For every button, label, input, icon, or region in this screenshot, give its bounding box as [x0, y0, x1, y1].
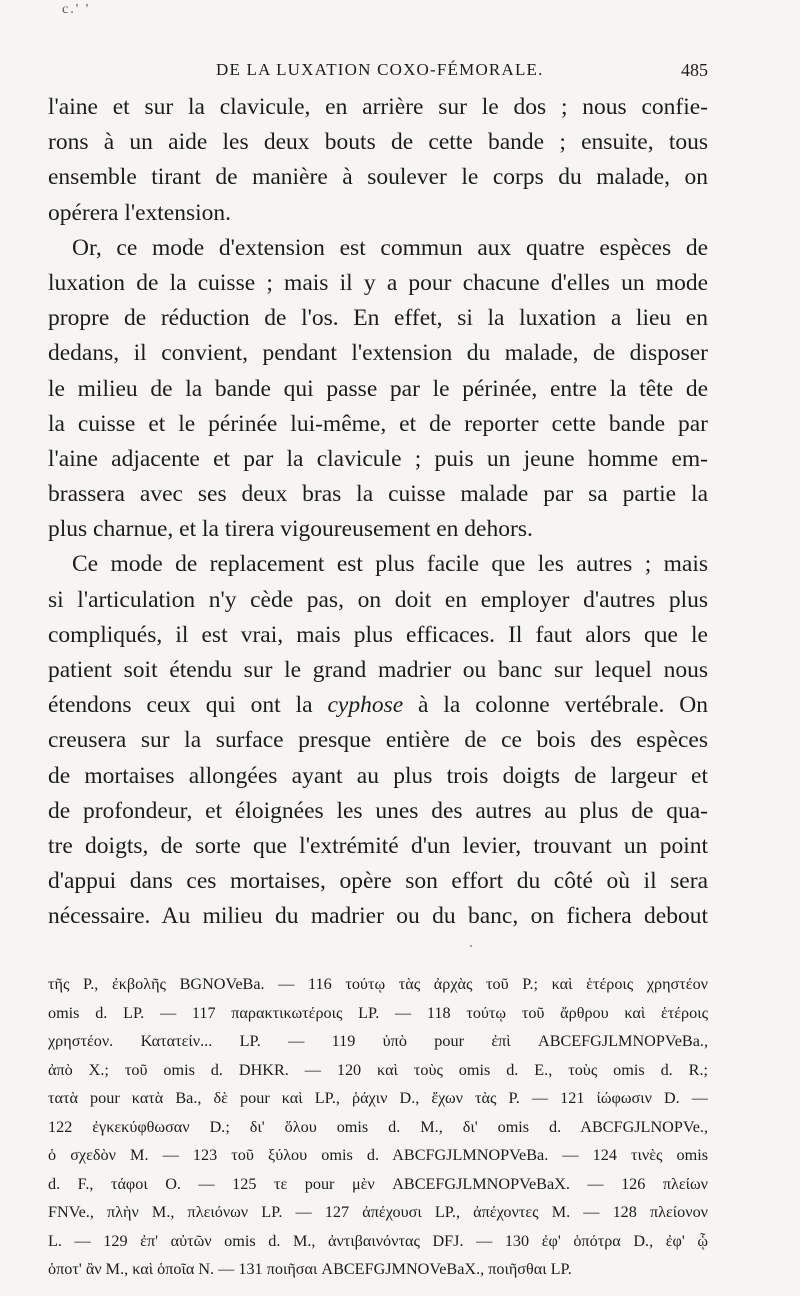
text-line: ensemble tirant de manière à soulever le corps du malade, on — [48, 164, 708, 191]
footnote-line: ὁ σχεδὸν M. — 123 τοῦ ξύλου omis d. ABCFGJLMNOPVeBa. — 124 τινὲς omis — [48, 1146, 708, 1164]
running-header — [48, 60, 708, 84]
footnote-line: τατὰ pour κατὰ Ba., δὲ pour καὶ LP., ῥάχιν D., ἔχων τὰς P. — 121 ἰώφωσιν D. — — [48, 1089, 708, 1107]
italic-term: cyphose — [327, 692, 404, 719]
corner-mark: c.' ' — [62, 2, 91, 17]
text-line: brassera avec ses deux bras la cuisse malade par sa partie la — [48, 481, 708, 508]
text-line: le milieu de la bande qui passe par le périnée, entre la tête de — [48, 375, 708, 402]
text-line: de profondeur, et éloignées les unes des autres au plus de qua- — [48, 797, 708, 824]
text-line: la cuisse et le périnée lui-même, et de reporter cette bande par — [48, 410, 708, 437]
footnote-line: L. — 129 ἐπ' αὐτῶν omis d. M., ἀντιβαινόντας DFJ. — 130 ἐφ' ὁπότρα D., ἐφ' ᾧ — [48, 1231, 708, 1250]
footnote-line: FNVe., πλὴν M., πλειόνων LP. — 127 ἀπέχουσι LP., ἀπέχοντες M. — 128 πλείονον — [48, 1203, 708, 1221]
text-line: d'appui dans ces mortaises, opère son effort du côté où il sera — [48, 868, 708, 895]
text-line: si l'articulation n'y cède pas, on doit en employer d'autres plus — [48, 586, 708, 613]
text-line: patient soit étendu sur le grand madrier ou banc sur lequel nous — [48, 657, 708, 683]
running-title: DE LA LUXATION COXO-FÉMORALE. — [216, 60, 544, 79]
text-line: luxation de la cuisse ; mais il y a pour chacune d'elles un mode — [48, 269, 708, 296]
text-line: étendons ceux qui ont la cyphose à la colonne vertébrale. On — [48, 692, 708, 719]
footnote-line: ἀπὸ X.; τοῦ omis d. DHKR. — 120 καὶ τοὺς omis d. E., τοὺς omis d. R.; — [48, 1060, 708, 1079]
footnote-line: ὁποτ' ἂν M., καὶ ὁποῖα N. — 131 ποιῆσαι ABCEFGJMNOVeBaX., ποιῆσθαι LP. — [48, 1260, 572, 1278]
page-number: 485 — [681, 60, 708, 80]
text-line: de mortaises allongées ayant au plus trois doigts de largeur et — [48, 762, 708, 789]
text-line: plus charnue, et la tirera vigoureusement en dehors. — [48, 516, 533, 543]
text-line: Or, ce mode d'extension est commun aux quatre espèces de — [72, 234, 708, 261]
text-line: l'aine adjacente et par la clavicule ; puis un jeune homme em- — [48, 445, 708, 472]
text-line: opérera l'extension. — [48, 199, 232, 226]
text-line: tre doigts, de sorte que l'extrémité d'un levier, trouvant un point — [48, 832, 708, 859]
text-line: dedans, il convient, pendant l'extension du malade, de disposer — [48, 340, 708, 367]
text-line: Ce mode de replacement est plus facile que les autres ; mais — [72, 551, 708, 578]
text-line: compliqués, il est vrai, mais plus efficaces. Il faut alors que le — [48, 621, 708, 648]
footnote-line: χρηστέον. Κατατείν... LP. — 119 ὑπὸ pour ἐπὶ ABCEFGJLMNOPVeBa., — [48, 1032, 708, 1050]
footnotes — [48, 970, 708, 1284]
footnote-line: τῆς P., ἐκβολῆς BGNOVeBa. — 116 τούτῳ τὰς ἀρχὰς τοῦ P.; καὶ ἑτέροις χρηστέον — [48, 975, 708, 993]
footnote-line: omis d. LP. — 117 παρακτικωτέροις LP. — 118 τούτῳ τοῦ ἄρθρου καὶ ἑτέροις — [48, 1003, 708, 1022]
text-line: l'aine et sur la clavicule, en arrière sur le dos ; nous confie- — [48, 94, 708, 120]
footnote-line: d. F., τάφοι O. — 125 τε pour μὲν ABCEFGJLMNOPVeBaX. — 126 πλείων — [48, 1174, 708, 1193]
text-line: creusera sur la surface presque entière de ce bois des espèces — [48, 727, 708, 754]
stray-mark — [470, 945, 472, 947]
footnote-line: 122 ἐγκεκύφθωσαν D.; δι' ὅλου omis d. M., δι' omis d. ABCFGJLNOPVe., — [48, 1117, 708, 1136]
text-line: propre de réduction de l'os. En effet, si la luxation a lieu en — [48, 305, 708, 332]
text-line: nécessaire. Au milieu du madrier ou du banc, on fichera debout — [48, 903, 708, 930]
main-text — [48, 90, 708, 935]
text-line: rons à un aide les deux bouts de cette bande ; ensuite, tous — [48, 129, 708, 156]
